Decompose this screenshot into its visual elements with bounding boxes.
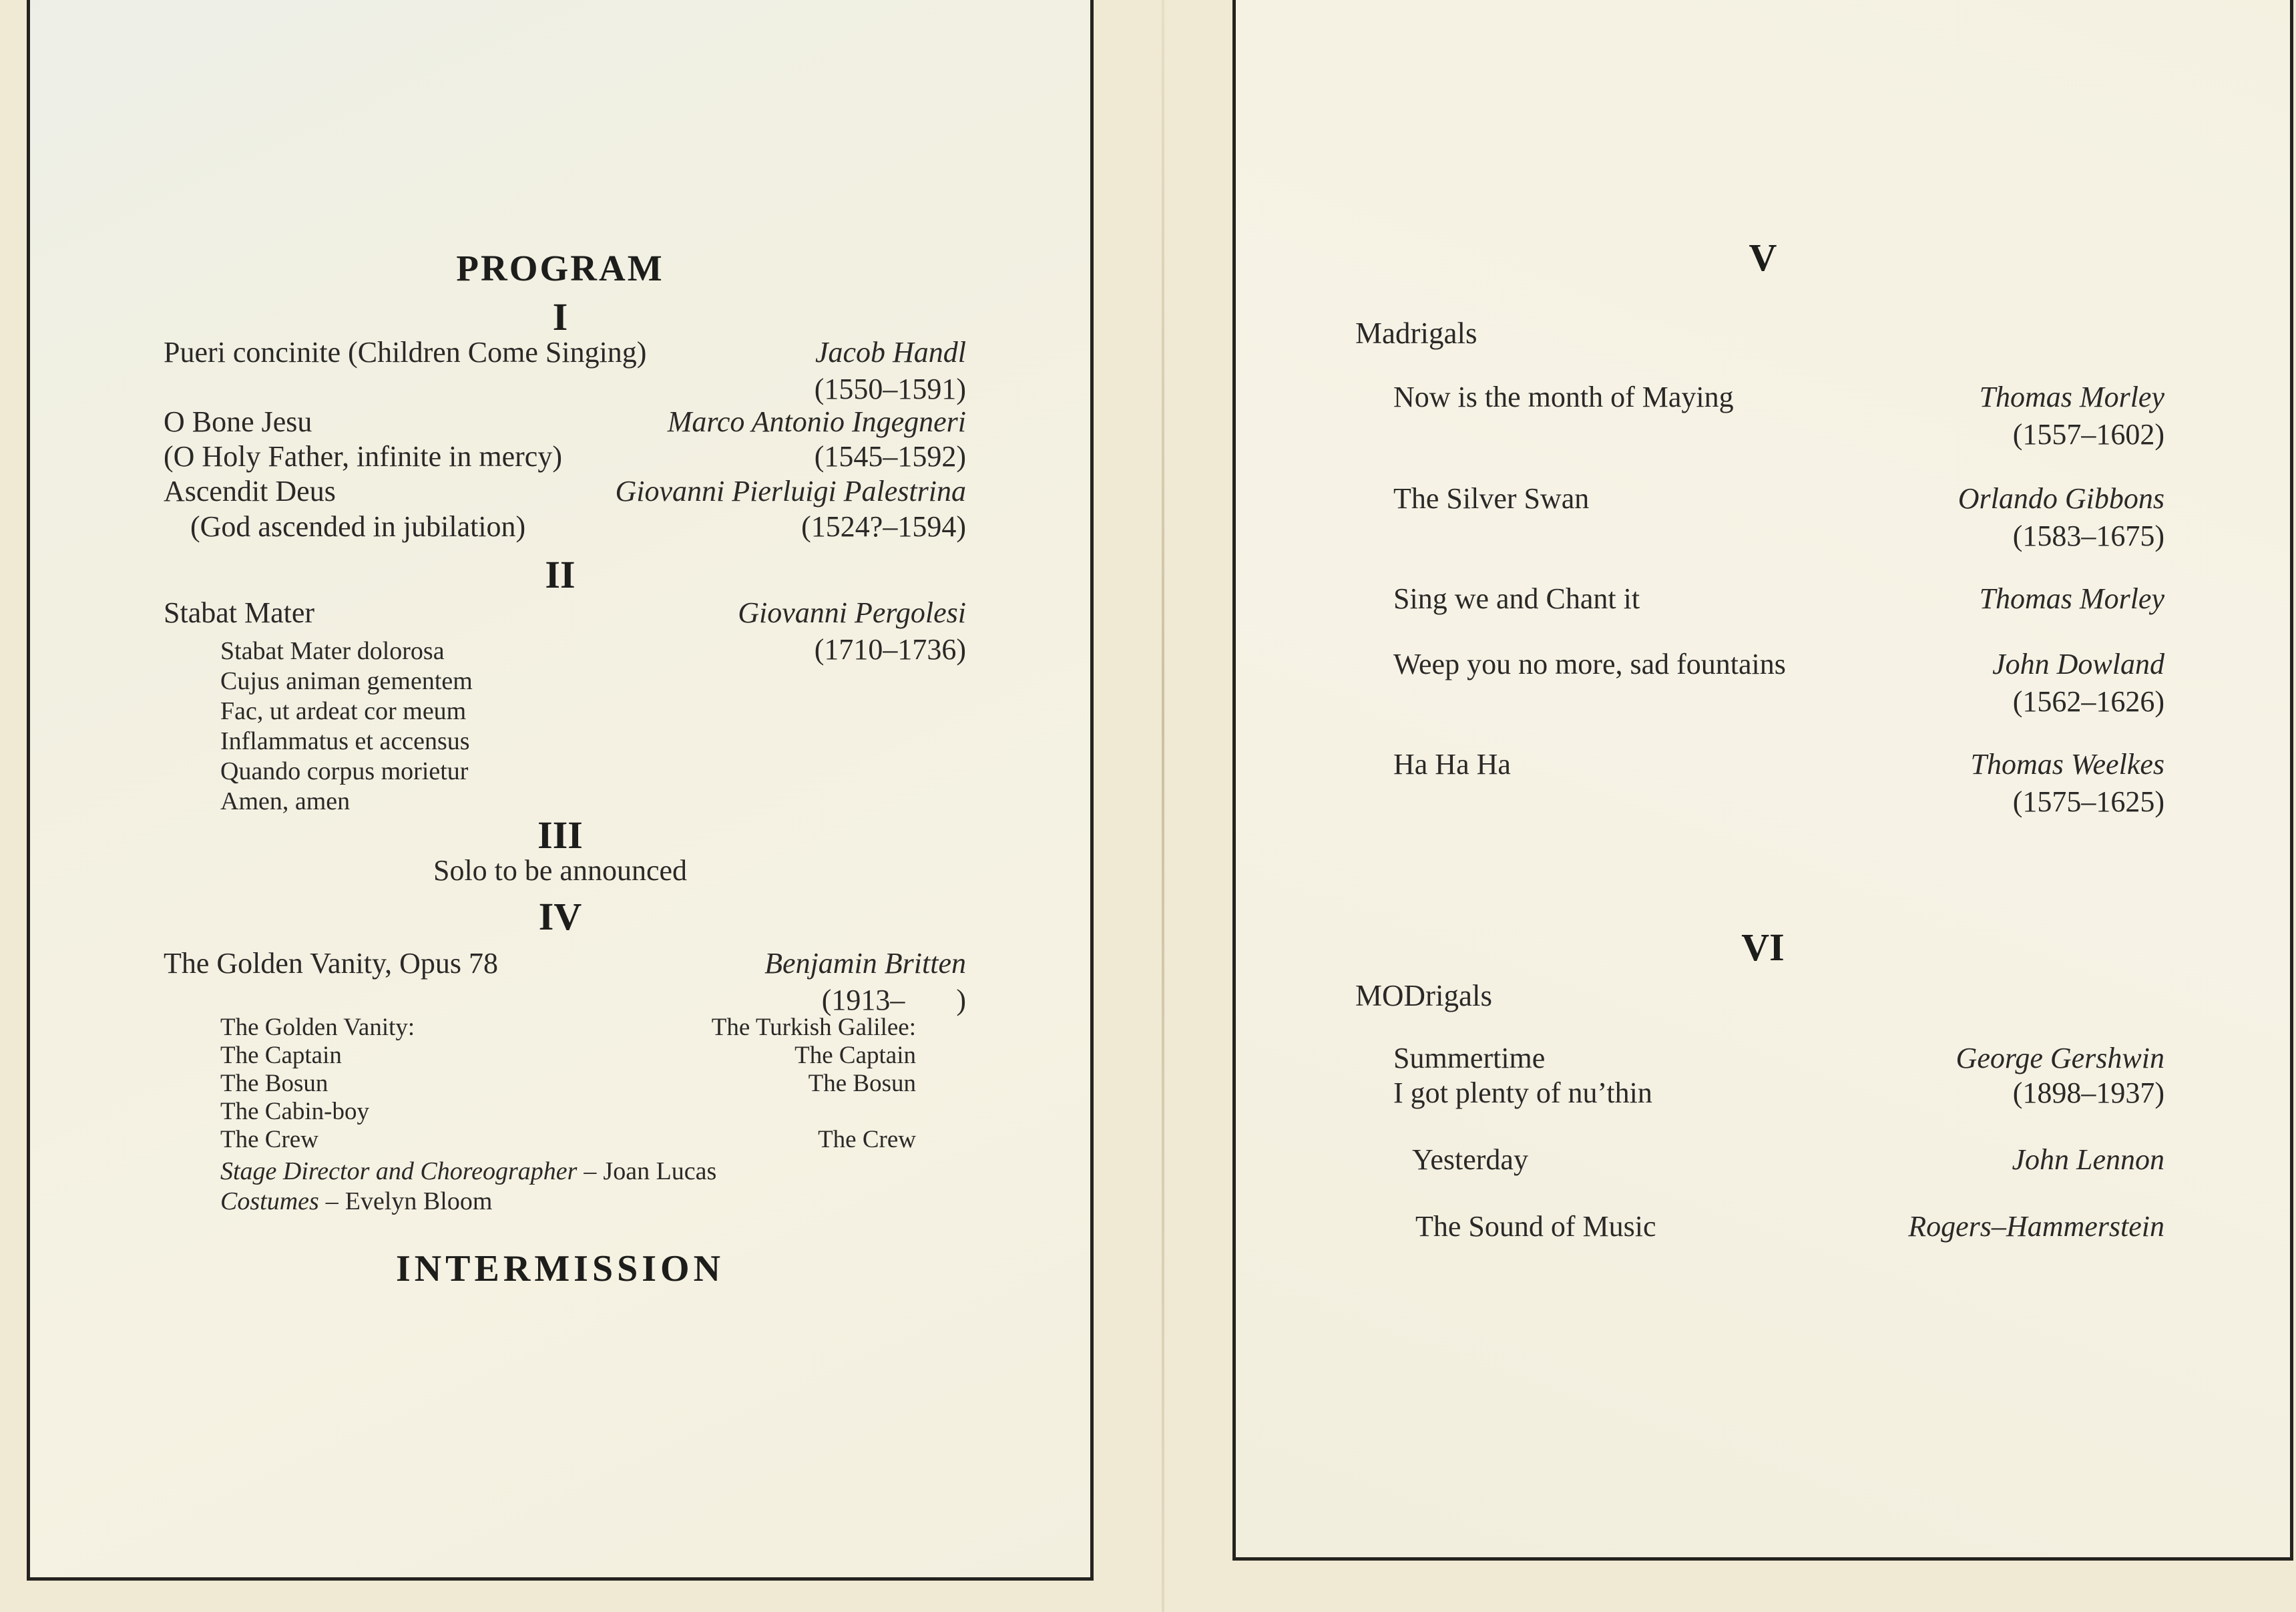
composer-name: George Gershwin (1956, 1042, 2164, 1074)
work-title: Stabat Mater (164, 596, 315, 629)
composer-name: Thomas Morley (1979, 381, 2164, 413)
work-title: The Silver Swan (1393, 482, 1590, 515)
program-item-row (164, 947, 966, 980)
section-5-heading: Madrigals (1355, 317, 1477, 350)
program-item-row (1393, 582, 2164, 615)
program-item-row (1393, 648, 2164, 680)
program-item-row (1393, 381, 2164, 413)
composer-dates: (1710–1736) (814, 633, 966, 666)
program-item-row (1393, 1076, 2164, 1109)
composer-dates: (1575–1625) (2012, 785, 2164, 818)
program-item-row (1412, 1143, 2164, 1176)
cast-column-left (220, 1014, 415, 1154)
program-item-row (1415, 1210, 2164, 1243)
movement-line: Quando corpus morietur (220, 757, 469, 785)
composer-name: Giovanni Pierluigi Palestrina (615, 475, 966, 508)
program-item-row (1393, 1042, 2164, 1074)
composer-dates: (1583–1675) (2012, 520, 2164, 552)
program-item-row (1393, 748, 2164, 781)
composer-name: Marco Antonio Ingegneri (667, 405, 966, 438)
work-title: Weep you no more, sad fountains (1393, 648, 1786, 680)
section-4-numeral: IV (538, 895, 582, 938)
work-title: O Bone Jesu (164, 405, 312, 438)
section-6-heading: MODrigals (1355, 979, 1492, 1012)
composer-name: John Lennon (2012, 1143, 2164, 1176)
program-item-row (164, 405, 966, 438)
composer-name: Benjamin Britten (764, 947, 966, 980)
program-page-left (27, 0, 1094, 1581)
movement-list (220, 636, 473, 817)
intermission-heading: INTERMISSION (395, 1248, 725, 1289)
credit-role: Stage Director and Choreographer (220, 1157, 578, 1185)
cast-line: The Bosun (220, 1070, 328, 1097)
movement-line: Inflammatus et accensus (220, 727, 470, 755)
work-title: Ha Ha Ha (1393, 748, 1511, 781)
work-title: The Sound of Music (1415, 1210, 1656, 1243)
cast-line: The Captain (794, 1042, 916, 1069)
movement-line: Cujus animan gementem (220, 667, 473, 695)
cast-line: The Cabin-boy (220, 1098, 369, 1125)
work-title: Sing we and Chant it (1393, 582, 1640, 615)
work-title: Now is the month of Maying (1393, 381, 1734, 413)
cast-line: The Bosun (808, 1070, 916, 1097)
cast-line: The Golden Vanity: (220, 1014, 415, 1041)
cast-line: The Captain (220, 1042, 342, 1069)
credit-name: Joan Lucas (603, 1157, 717, 1185)
work-title: Summertime (1393, 1042, 1546, 1074)
composer-dates: (1545–1592) (814, 440, 966, 473)
composer-name: John Dowland (1992, 648, 2164, 680)
work-subtitle: (God ascended in jubilation) (190, 510, 526, 543)
work-title: Yesterday (1412, 1143, 1528, 1176)
composer-name: Thomas Morley (1979, 582, 2164, 615)
composer-name: Rogers–Hammerstein (1908, 1210, 2164, 1243)
composer-name: Giovanni Pergolesi (738, 596, 966, 629)
composer-dates: (1913– ) (821, 984, 966, 1016)
work-subtitle: (O Holy Father, infinite in mercy) (164, 440, 562, 473)
composer-dates: (1898–1937) (2012, 1076, 2164, 1109)
credit-separator: – (584, 1157, 597, 1185)
cast-line (712, 1098, 916, 1126)
credit-name: Evelyn Bloom (345, 1187, 493, 1215)
composer-name: Jacob Handl (815, 336, 966, 369)
section-3-numeral: III (537, 813, 583, 857)
cast-line: The Turkish Galilee: (711, 1014, 916, 1041)
credit-separator: – (325, 1187, 338, 1215)
booklet-fold-crease (1162, 0, 1164, 1612)
cast-column-right (712, 1014, 916, 1154)
movement-line: Fac, ut ardeat cor meum (220, 697, 467, 725)
composer-dates: (1550–1591) (814, 373, 966, 405)
program-item-row (164, 336, 966, 369)
cast-line: The Crew (220, 1126, 318, 1153)
credit-line (220, 1187, 492, 1216)
composer-dates: (1557–1602) (2012, 418, 2164, 451)
work-title: Pueri concinite (Children Come Singing) (164, 336, 647, 369)
cast-line: The Crew (818, 1126, 916, 1153)
section-6-numeral: VI (1741, 926, 1785, 969)
program-item-row (190, 510, 966, 543)
program-item-row (164, 440, 966, 473)
composer-dates: (1562–1626) (2012, 685, 2164, 718)
program-item-row (164, 475, 966, 508)
composer-name: Thomas Weelkes (1970, 748, 2164, 781)
section-2-numeral: II (545, 553, 576, 596)
section-3-note: Solo to be announced (433, 854, 688, 887)
credit-line (220, 1157, 716, 1186)
composer-dates: (1524?–1594) (801, 510, 966, 543)
credit-role: Costumes (220, 1187, 319, 1215)
section-5-numeral: V (1749, 236, 1777, 279)
movement-line: Amen, amen (220, 787, 351, 815)
program-item-row (164, 596, 966, 629)
composer-name: Orlando Gibbons (1958, 482, 2164, 515)
section-1-numeral: I (552, 295, 568, 339)
work-title: Ascendit Deus (164, 475, 336, 508)
work-title: The Golden Vanity, Opus 78 (164, 947, 499, 980)
work-title: I got plenty of nu’thin (1393, 1076, 1652, 1109)
program-page-right (1232, 0, 2293, 1561)
page-title: PROGRAM (456, 248, 664, 288)
movement-line: Stabat Mater dolorosa (220, 637, 445, 665)
program-item-row (1393, 482, 2164, 515)
